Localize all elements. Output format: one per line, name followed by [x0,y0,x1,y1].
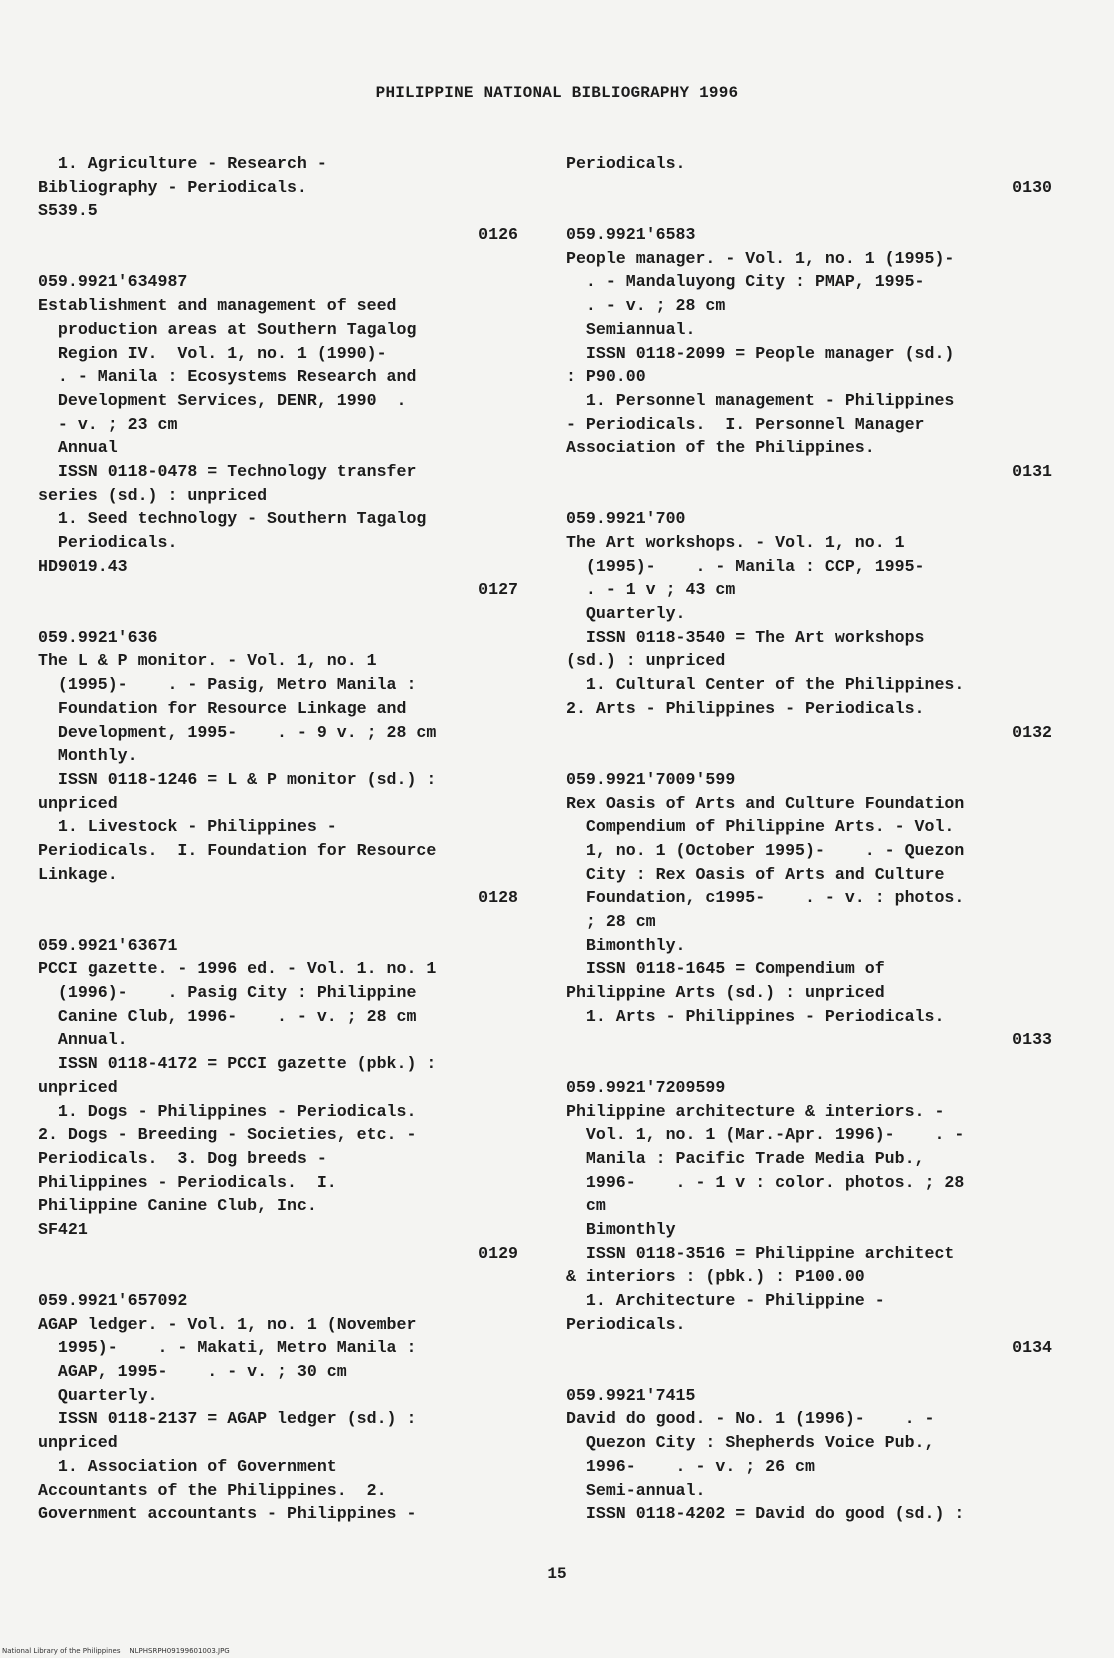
scan-credit: National Library of the Philippines NLPHSRPH09199601003.JPG [2,1647,230,1655]
entry-line: 1. Arts - Philippines - Periodicals. [566,1006,945,1026]
entry-line: Philippine Canine Club, Inc. [38,1196,317,1216]
entry-number: 0132 [1012,722,1052,742]
entry-line: Region IV. Vol. 1, no. 1 (1990)- [38,343,387,363]
entry-line: (1995)- . - Pasig, Metro Manila : [38,675,417,695]
spacer [566,484,1052,508]
spacer [566,1360,1052,1384]
entry-line: Philippines - Periodicals. I. [38,1172,337,1192]
entry-line: cm [566,1196,606,1216]
entry-line: ISSN 0118-2099 = People manager (sd.) [566,343,955,363]
entry-line: production areas at Southern Tagalog [38,319,417,339]
entry-line: The L & P monitor. - Vol. 1, no. 1 [38,651,377,671]
entry-line: 1. Cultural Center of the Philippines. [566,675,965,695]
entry-line: AGAP ledger. - Vol. 1, no. 1 (November [38,1314,417,1334]
entry-line: Monthly. [38,746,138,766]
entry-line: unpriced [38,1077,118,1097]
right-column [566,152,1052,1526]
entry-line: . - Manila : Ecosystems Research and [38,367,417,387]
entry-line: - v. ; 23 cm [38,414,178,434]
entry-line: Development, 1995- . - 9 v. ; 28 cm [38,722,437,742]
entry-line: Rex Oasis of Arts and Culture Foundation [566,793,965,813]
entry-line: Periodicals. [566,1314,686,1334]
entry-line: Quezon City : Shepherds Voice Pub., [566,1433,935,1453]
entry-line: People manager. - Vol. 1, no. 1 (1995)- [566,248,955,268]
entry-line: 1, no. 1 (October 1995)- . - Quezon [566,840,965,860]
spacer [566,744,1052,768]
entry-line: Periodicals. [38,533,178,552]
entry-line: 1. Association of Government [38,1456,337,1476]
entry-line: Establishment and management of seed [38,296,397,316]
left-column [38,152,518,1526]
entry-line: 059.9921'700 [566,509,686,529]
entry-line: (1995)- . - Manila : CCP, 1995- [566,556,925,576]
entry-line: Vol. 1, no. 1 (Mar.-Apr. 1996)- . - [566,1125,965,1145]
entry-line: Annual [38,438,118,458]
entry-line: . - 1 v ; 43 cm [566,580,736,600]
entry-line: Compendium of Philippine Arts. - Vol. [566,817,955,837]
entry-line: unpriced [38,1433,118,1453]
entry-line: Canine Club, 1996- . - v. ; 28 cm [38,1006,417,1026]
entry-line: Accountants of the Philippines. 2. [38,1480,387,1500]
page-title: PHILIPPINE NATIONAL BIBLIOGRAPHY 1996 [375,84,739,102]
entry-number: 0127 [478,580,518,600]
entry-number: 0131 [1012,461,1052,481]
entry-line: Association of the Philippines. [566,438,875,458]
entry-line: 2. Dogs - Breeding - Societies, etc. - [38,1125,417,1145]
entry-line: ISSN 0118-4172 = PCCI gazette (pbk.) : [38,1054,437,1074]
entry-line: Semiannual. [566,319,696,339]
spacer [38,602,518,626]
entry-line: ISSN 0118-1246 = L & P monitor (sd.) : [38,769,437,789]
entry-line: . - v. ; 28 cm [566,296,726,316]
entry-line: 1. Livestock - Philippines - [38,817,337,837]
entry-line: ; 28 cm [566,912,656,931]
entry-line: 2. Arts - Philippines - Periodicals. [566,698,925,718]
entry-line: Foundation for Resource Linkage and [38,698,407,718]
entry-line: City : Rex Oasis of Arts and Culture [566,864,945,884]
entry-line: Quarterly. [38,1385,158,1405]
entry-line: 059.9921'657092 [38,1291,188,1310]
entry-line: S539.5 [38,201,98,221]
entry-line: Linkage. [38,864,118,884]
entry-line: Periodicals. I. Foundation for Resource [38,840,437,860]
entry-line: Foundation, c1995- . - v. : photos. [566,888,965,908]
entry-line: ISSN 0118-1645 = Compendium of [566,959,885,979]
entry-line: 059.9921'7209599 [566,1077,726,1097]
entry-line: ISSN 0118-2137 = AGAP ledger (sd.) : [38,1409,417,1429]
entry-line: 059.9921'63671 [38,935,178,955]
entry-number: 0129 [478,1243,518,1263]
entry-line: PCCI gazette. - 1996 ed. - Vol. 1. no. 1 [38,959,437,979]
entry-line: Semi-annual. [566,1480,706,1500]
page-number: 15 [547,1565,567,1583]
entry-line: series (sd.) : unpriced [38,485,268,505]
entry-line: 059.9921'636 [38,627,158,647]
entry-line: Development Services, DENR, 1990 . [38,390,407,410]
entry-line: SF421 [38,1219,88,1239]
entry-line: Bibliography - Periodicals. [38,177,307,197]
entry-line: 1. Seed technology - Southern Tagalog [38,509,427,529]
entry-line: HD9019.43 [38,556,128,576]
entry-line: Philippine architecture & interiors. - [566,1101,945,1121]
entry-line: & interiors : (pbk.) : P100.00 [566,1267,865,1287]
entry-line: Quarterly. [566,604,686,624]
spacer [566,1052,1052,1076]
entry-line: 1995)- . - Makati, Metro Manila : [38,1338,417,1358]
entry-line: 1. Dogs - Philippines - Periodicals. [38,1101,417,1121]
entry-line: David do good. - No. 1 (1996)- . - [566,1409,935,1429]
entry-line: 1996- . - v. ; 26 cm [566,1456,815,1476]
entry-line: - Periodicals. I. Personnel Manager [566,414,925,434]
spacer [38,1265,518,1289]
spacer [38,247,518,271]
entry-line: : P90.00 [566,367,646,387]
entry-number: 0126 [478,225,518,245]
entry-line: unpriced [38,793,118,813]
entry-line: ISSN 0118-3516 = Philippine architect [566,1243,955,1263]
entry-line: 059.9921'6583 [566,225,696,245]
entry-line: . - Mandaluyong City : PMAP, 1995- [566,272,925,292]
entry-line: (sd.) : unpriced [566,651,726,671]
entry-line: 1996- . - 1 v : color. photos. ; 28 [566,1172,965,1192]
entry-line: Government accountants - Philippines - [38,1504,417,1524]
entry-number: 0128 [478,888,518,908]
entry-line: 1. Agriculture - Research - [38,154,327,173]
entry-line: 059.9921'634987 [38,272,188,292]
entry-number: 0130 [1012,177,1052,197]
entry-line: Bimonthly. [566,935,686,955]
entry-line: Manila : Pacific Trade Media Pub., [566,1148,925,1168]
entry-number: 0133 [1012,1030,1052,1050]
entry-line: Bimonthly [566,1219,676,1239]
entry-line: ISSN 0118-3540 = The Art workshops [566,627,925,647]
entry-line: Periodicals. [566,154,686,173]
entry-line: Periodicals. 3. Dog breeds - [38,1148,327,1168]
spacer [566,199,1052,223]
entry-number: 0134 [1012,1338,1052,1358]
entry-line: ISSN 0118-0478 = Technology transfer [38,461,417,481]
spacer [38,910,518,934]
entry-line: (1996)- . Pasig City : Philippine [38,983,417,1003]
entry-line: Annual. [38,1030,128,1050]
entry-line: 1. Personnel management - Philippines [566,390,955,410]
entry-line: ISSN 0118-4202 = David do good (sd.) : [566,1504,965,1524]
entry-line: The Art workshops. - Vol. 1, no. 1 [566,533,905,552]
entry-line: AGAP, 1995- . - v. ; 30 cm [38,1362,347,1382]
entry-line: 1. Architecture - Philippine - [566,1291,885,1310]
entry-line: Philippine Arts (sd.) : unpriced [566,983,885,1003]
entry-line: 059.9921'7415 [566,1385,696,1405]
entry-line: 059.9921'7009'599 [566,769,736,789]
